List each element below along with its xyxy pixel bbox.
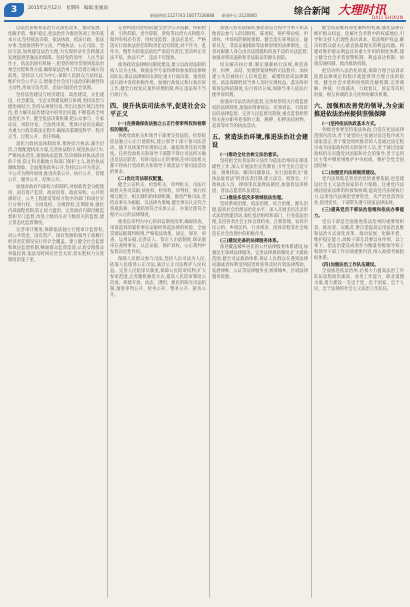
body-paragraph: 完善纠错问责机制,健全责令公开道歉、停职检查、引咎辞职、责令辞职、罢免等问责方式和程序,做到有权必有责、用权受监督、违法必追究。严格落实行政执法责任制和责任追究制度,对不作为、乱作为、慢作为的依法依纪严肃追究责任,坚决纠正有法不依、执法不严、违法不究现象。: [110, 26, 206, 61]
page-number: 3: [4, 3, 24, 17]
subsection-heading: (一)坚持依法执政基本方式。: [322, 122, 379, 127]
subsection-heading: (二)推进多层次多领域依法治理。: [220, 196, 286, 201]
body-paragraph: 推进以审判为中心的诉讼制度改革,确保侦查、审查起诉的案件事实证据经得起法律的检验。全面贯彻证据裁判规则,严格依法收集、固定、保存、审查、运用证据,完善证人、鉴定人出庭制度,保证庭审在查明事实、认定证据、保护诉权、公正裁判中发挥决定性作用。: [110, 220, 206, 255]
page-header: [0, 0, 410, 24]
news-hotline: 新闻热线:2127743 18077226888: [150, 13, 215, 18]
article-column-4: [314, 26, 404, 598]
body-paragraph: 切实解决执行难,制定强制执行法规,规范查封、扣押、冻结、处理涉案财物的司法程序。加快建立失信被执行人信用监督、威慑和惩戒法律制度。依法保障胜诉当事人及时实现权益。落实终审和诉讼终结制度,实行诉访分离,保障当事人依法行使申诉权利。: [212, 63, 308, 98]
column-divider: [107, 26, 108, 598]
contact-line: [150, 13, 263, 19]
column-divider: [311, 26, 312, 598]
news-center: 新闻中心:2120800: [221, 13, 257, 18]
subsection-heading: (二)加强党内法规制度建设。: [322, 171, 379, 176]
masthead-subtitle: DALI SHIXUN: [372, 15, 404, 20]
subsection-heading: (一)完善确保依法独立公正行使审判权和检察权的制度。: [110, 122, 206, 133]
body-paragraph: 以法治思维和法治方式深化改革、推动发展、化解矛盾、维护稳定,把法治作为推进各项工作的基本方式,坚持依法决策、依法执政、依法行政、依法办事,全面推进科学立法、严格执法、公正司法、全民守法,加快建设法治大理,为实现经济社会跨越式发展提供坚强法治保障。坚持党的领导、人民当家作主、依法治国有机统一,把党的领导贯彻到依法治州全过程和各方面,确保依法治州工作沿着正确方向前进。坚持以人民为中心,保障人民群众合法权益,维护社会公平正义,增强全社会厉行法治的积极性和主动性,形成守法光荣、违法可耻的社会氛围。: [8, 26, 104, 91]
section-heading: 五、营造法治环境,推进法治社会建设: [212, 134, 308, 149]
article-column-1: [8, 26, 104, 598]
body-paragraph: 加强人权司法保障,强化诉讼过程中当事人和其他诉讼参与人的知情权、陈述权、辩护辩论权、申请权、申诉权的制度保障。健全落实罪刑法定、疑罪从无、非法证据排除等法律原则的法律制度。完善对限制人身自由司法措施和侦查手段的司法监督,加强对刑讯逼供和非法取证的源头预防。: [212, 26, 308, 61]
header-rule: [4, 20, 406, 22]
masthead-logo: 大理时讯: [338, 3, 387, 17]
issue-editor: 编辑:张雁南: [83, 6, 108, 11]
body-paragraph: 坚持把全民普法和守法作为依法治州的长期基础性工作,深入开展法治宣传教育,引导全民自觉守法、遇事找法、解决问题靠法。实行国家机关"谁执法谁普法"的普法责任制,建立法官、检察官、行政执法人员、律师等以案释法制度,加强普法讲师团、普法志愿者队伍建设。: [212, 159, 308, 194]
subsection-heading: (四)加强法治工作队伍建设。: [322, 263, 379, 268]
subsection-heading: (一)推动全社会树立法治意识。: [220, 153, 282, 158]
body-paragraph: 推进覆盖城乡居民的公共法律服务体系建设,加强民生领域法律服务。完善法律援助制度,扩大援助范围,健全司法救助体系,保证人民群众在遇到法律问题或者权利受到侵害时获得及时有效法律帮助。发展律师、公证等法律服务业,统筹城乡、区域法律服务资源。: [212, 245, 308, 280]
body-paragraph: 把信访纳入法治化轨道,保障合理合法诉求依照法律规定和程序就能得到合理合法的结果。健全社会矛盾纠纷预防化解机制,完善调解、仲裁、行政裁决、行政复议、诉讼等有机衔接、相互协调的多元化纠纷解决机制。: [314, 69, 404, 98]
body-paragraph: 党员干部是全面推进依法治州的重要组织者、推动者、实践者,要自觉提高运用法治思维和法治方式深化改革、推动发展、化解矛盾、维护稳定能力,高级干部尤其要以身作则、以上率下。把法治建设成效作为衡量各级领导班子和领导干部工作实绩重要内容,纳入政绩考核指标体系。: [314, 220, 404, 261]
body-paragraph: 保障人民群众参与司法,坚持人民司法为人民,依靠人民推进公正司法,通过公正司法维护人民权益。完善人民陪审员制度,保障公民陪审权利,扩大参审范围,完善随机抽选方式,提高人民陪审制度公信度。构建开放、动态、透明、便民的阳光司法机制,推进审判公开、检务公开、警务公开、狱务公开。: [110, 257, 206, 298]
section-heading: 六、加强和改善党的领导,为全面推进依法治州提供坚强保障: [314, 103, 404, 118]
body-paragraph: 加强对司法活动的监督,完善检察机关行使监督权的法律制度,加强对刑事诉讼、民事诉讼、行政诉讼的法律监督。完善人民监督员制度,重点监督检察机关查办职务犯罪的立案、羁押、扣押冻结财物、起诉等环节的执法活动。: [212, 100, 308, 129]
body-paragraph: 健全依法维权和化解纠纷机制,强化法律在维护群众权益、化解社会矛盾中的权威地位,引导和支持人们理性表达诉求、依法维护权益,解决好群众最关心最直接最现实的利益问题。构建对维护群众利益具有重大作用的制度体系,建立健全社会矛盾预警机制、利益表达机制、协商沟通机制、救济救助机制。: [314, 26, 404, 67]
body-paragraph: 坚持法治建设与经济建设、政治建设、文化建设、社会建设、生态文明建设相互协调,坚持法治与德治相结合,坚持从州情出发,突出民族区域自治特色,着力解决法治建设中的突出问题,不断提高全州法治化水平。健全依法决策机制,把公众参与、专家论证、风险评估、合法性审查、集体讨论决定确定为重大行政决策法定程序,确保决策制度科学、程序正当、过程公开、责任明确。: [8, 93, 104, 140]
subsection-heading: (二)优化司法职权配置。: [118, 177, 166, 182]
body-paragraph: 各级党委要坚持依法执政,自觉在宪法法律范围内活动,善于使党的主张通过法定程序成为国家意志,善于使党组织推荐的人选通过法定程序成为国家政权机关的领导人员,善于通过国家政权机关实施党对国家和社会的领导,善于运用民主集中制原则维护中央权威、维护全党全国团结统一。: [314, 128, 404, 169]
issue-date: 2015年2月12日: [28, 6, 62, 11]
body-paragraph: 推进政府法律顾问制度建设,建立以政府法制机构人员为主体、吸收法学专家和律师参加的法律顾问队伍,保证法律顾问在制定重大行政决策、推进依法行政中发挥积极作用。加强行政复议和行政应诉工作,健全行政复议案件审理机制,纠正违法和不当行政行为。: [110, 63, 206, 98]
body-paragraph: 各级党政机关和领导干部要支持法院、检察院依法独立公正行使职权,建立领导干部干预司法活动、插手具体案件处理的记录、通报和责任追究制度。任何党政机关和领导干部都不得让司法机关做违反法定职责、有碍司法公正的事情,任何司法机关都不得执行党政机关和领导干部违法干预司法活动的要求。: [110, 134, 206, 175]
section-heading: 四、提升执法司法水平,促进社会公平正义: [110, 103, 206, 118]
column-divider: [209, 26, 210, 598]
subsection-heading: (三)提高党员干部法治思维和依法办事能力。: [314, 208, 404, 219]
body-paragraph: 党内法规既是管党治党的重要依据,也是建设社会主义法治国家的有力保障。注重党内法规同国家法律的衔接和协调,提高党内法规执行力,运用党内法规把党要管党、从严治党落到实处,促进党员、干部带头遵守国家法律法规。: [314, 177, 404, 206]
body-paragraph: 坚持系统治理、依法治理、综合治理、源头治理,提高社会治理法治化水平。深入开展多层次多形式法治创建活动,深化基层组织和部门、行业依法治理,支持各类社会主体自我约束、自我管理。发挥市民公约、乡规民约、行业规章、团体章程等社会规范在社会治理中的积极作用。: [212, 202, 308, 237]
body-paragraph: 深化行政执法体制改革,推进综合执法,减少层次,合理配置执法力量,完善执法程序,规范执法行为,严格执法责任,加强执法监督,坚决排除对执法活动的干预,防止和克服地方和部门保护主义,惩治执法腐败现象。全面推进政务公开,坚持以公开为常态、不公开为例外原则,推进决策公开、执行公开、管理公开、服务公开、结果公开。: [8, 142, 104, 183]
issue-meta: [28, 5, 111, 11]
section-title: 综合新闻: [294, 7, 331, 17]
body-paragraph: 健全公安机关、检察机关、审判机关、司法行政机关各司其职,侦查权、检察权、审判权、执行权相互配合、相互制约的体制机制。推进严格司法,坚持以事实为根据、以法律为准绳,健全事实认定符合客观真相、办案结果符合实体公正、办案过程符合程序公正的法律制度。: [110, 183, 206, 218]
article-column-2: [110, 26, 206, 598]
body-paragraph: 加强对政府内部权力的制约,对财政资金分配使用、国有资产监管、政府投资、政府采购、公共资源转让、公共工程建设等权力集中的部门和岗位实行分事行权、分岗设权、分级授权,定期轮岗,强化内部流程控制,防止权力滥用。完善政府内部层级监督和专门监督,改进上级机关对下级机关的监督,建立常态化监督制度。: [8, 185, 104, 226]
body-paragraph: 完善审计制度,保障依法独立行使审计监督权,对公共资金、国有资产、国有资源和领导干部履行经济责任情况实行审计全覆盖。建立健全社会监督和舆论监督机制,畅通群众监督渠道,认真受理群众举报投诉,依法及时回应社会关切,切实把权力关进制度的笼子里。: [8, 228, 104, 263]
issue-weekday: 星期四: [65, 6, 80, 11]
subsection-heading: (三)建设完备的法律服务体系。: [220, 239, 282, 244]
article-column-3: [212, 26, 308, 598]
body-paragraph: 全面推进依法治州,必须大力提高法治工作队伍思想政治素质、业务工作能力、职业道德水准,着力建设一支忠于党、忠于国家、忠于人民、忠于法律的社会主义法治工作队伍。: [314, 269, 404, 292]
